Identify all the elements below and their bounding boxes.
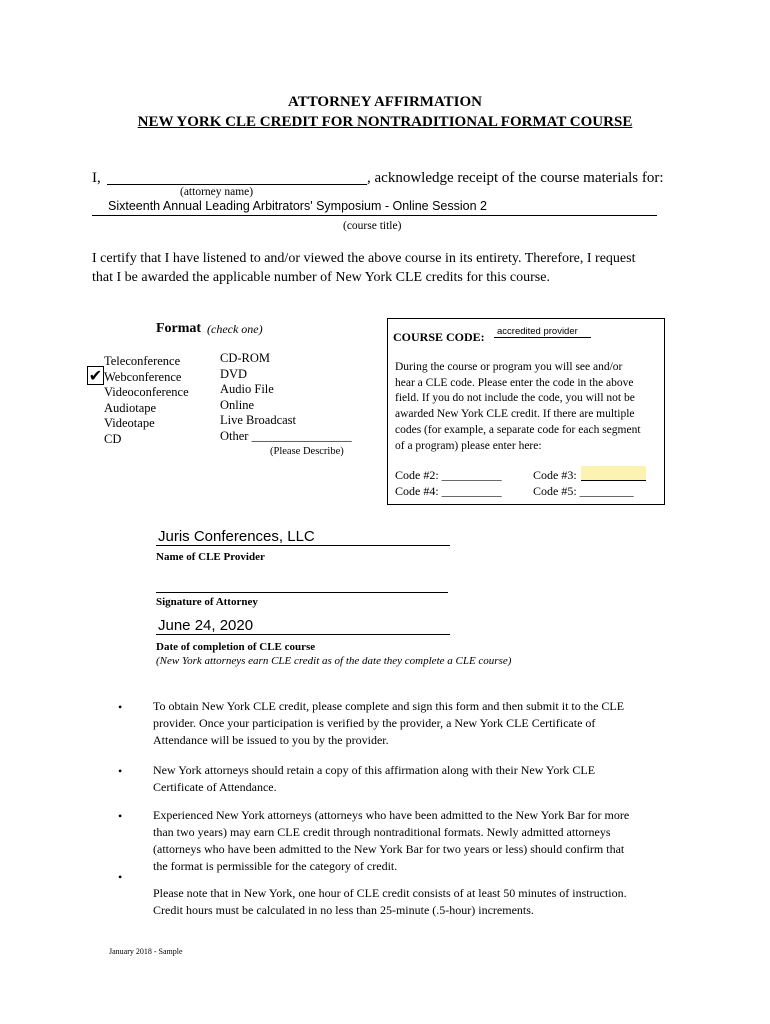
- format-option-teleconference[interactable]: Teleconference: [104, 354, 181, 368]
- instruction-line: hear a CLE code. Please enter the code in the above: [395, 376, 634, 389]
- bullet-line: Please note that in New York, one hour of CLE credit consists of at least 50 minutes of instruction.: [153, 886, 627, 900]
- completion-date-field[interactable]: June 24, 2020: [156, 617, 450, 635]
- signature-label: Signature of Attorney: [156, 596, 258, 608]
- course-title-label: (course title): [343, 220, 402, 232]
- instruction-line: of a program) please enter here:: [395, 439, 542, 452]
- format-option-live-broadcast[interactable]: Live Broadcast: [220, 413, 297, 428]
- bullet-line: than two years) may earn CLE credit through nontraditional formats. Newly admitted attorneys: [153, 825, 611, 839]
- format-option-audiotape[interactable]: Audiotape: [104, 400, 157, 415]
- format-option-audio-file[interactable]: Audio File: [220, 382, 274, 397]
- please-describe-label: (Please Describe): [270, 446, 344, 457]
- provider-label: Name of CLE Provider: [156, 551, 265, 563]
- bullet-mark: •: [118, 700, 123, 714]
- course-code-instructions: [395, 360, 661, 454]
- bullet-line: Attendance will be issued to you by the provider.: [153, 733, 389, 747]
- format-right-options: [220, 351, 352, 445]
- format-option-cd[interactable]: CD: [104, 431, 122, 446]
- intro-suffix: , acknowledge receipt of the course materials for:: [367, 170, 664, 186]
- course-title-value: Sixteenth Annual Leading Arbitrators' Symposium - Online Session 2: [108, 199, 487, 213]
- signature-field[interactable]: [156, 578, 448, 593]
- instruction-line: field. If you do not include the code, you will not be: [395, 392, 635, 405]
- format-option-videoconference[interactable]: Videoconference: [104, 385, 189, 400]
- bullet-text-2: [153, 762, 673, 796]
- certify-line-2: that I be awarded the applicable number of New York CLE credits for this course.: [92, 270, 550, 285]
- bullet-line: New York attorneys should retain a copy of this affirmation along with their New York CLE: [153, 763, 596, 777]
- provider-field[interactable]: Juris Conferences, LLC: [156, 528, 450, 546]
- format-option-dvd[interactable]: DVD: [220, 366, 248, 381]
- bullet-line: provider. Once your participation is verified by the provider, a New York CLE Certificate of: [153, 716, 596, 730]
- attorney-name-label: (attorney name): [180, 186, 254, 198]
- bullet-mark: •: [118, 870, 123, 884]
- bullet-line: (attorneys who have been admitted to the New York Bar for two years or less) should confirm that: [153, 842, 625, 856]
- format-option-online[interactable]: Online: [220, 397, 255, 412]
- bullet-line: the format is permissible for the category of credit.: [153, 859, 398, 873]
- bullet-line: Certificate of Attendance.: [153, 780, 277, 794]
- footer-text: January 2018 - Sample: [109, 947, 183, 956]
- bullet-text-4: [153, 885, 673, 919]
- format-option-other[interactable]: Other ________________: [220, 428, 352, 443]
- form-subtitle: NEW YORK CLE CREDIT FOR NONTRADITIONAL FORMAT COURSE: [137, 114, 633, 130]
- course-code-field[interactable]: accredited provider: [494, 326, 591, 338]
- bullet-mark: •: [118, 764, 123, 778]
- code-2-field[interactable]: Code #2: __________: [395, 468, 502, 482]
- format-option-webconference[interactable]: Webconference: [104, 369, 182, 384]
- webconference-checkbox[interactable]: [87, 366, 104, 385]
- bullet-text-1: [153, 698, 673, 749]
- attorney-name-field[interactable]: [107, 170, 367, 185]
- checkmark-icon: ✔: [88, 366, 103, 385]
- code-5-field[interactable]: Code #5: _________: [533, 484, 634, 498]
- bullet-mark: •: [118, 809, 123, 823]
- completion-date-note: (New York attorneys earn CLE credit as of the date they complete a CLE course): [156, 655, 512, 667]
- format-left-options: [104, 354, 189, 448]
- bullet-text-3: [153, 807, 673, 875]
- bullet-line: Experienced New York attorneys (attorneys who have been admitted to the New York Bar for more: [153, 808, 630, 822]
- format-option-cd-rom[interactable]: CD-ROM: [220, 351, 271, 365]
- instruction-line: codes (for example, a separate code for each segment: [395, 423, 641, 436]
- code-3-field[interactable]: [581, 466, 646, 481]
- course-code-label: COURSE CODE:: [393, 330, 485, 344]
- format-heading: Format: [156, 321, 202, 336]
- code-3-label: Code #3:: [533, 468, 577, 482]
- instruction-line: During the course or program you will see and/or: [395, 361, 623, 373]
- format-option-videotape[interactable]: Videotape: [104, 416, 155, 431]
- format-heading-note: (check one): [207, 322, 263, 336]
- code-4-field[interactable]: Code #4: __________: [395, 484, 502, 498]
- completion-date-label: Date of completion of CLE course: [156, 641, 316, 653]
- form-title: ATTORNEY AFFIRMATION: [287, 94, 483, 110]
- bullet-line: Credit hours must be calculated in no less than 25-minute (.5-hour) increments.: [153, 903, 534, 917]
- intro-prefix: I,: [92, 170, 101, 186]
- certify-line-1: I certify that I have listened to and/or viewed the above course in its entirety. Therefore, I request: [92, 251, 636, 266]
- bullet-line: To obtain New York CLE credit, please complete and sign this form and then submit it to the CLE: [153, 699, 625, 713]
- instruction-line: awarded New York CLE credit. If there are multiple: [395, 408, 635, 421]
